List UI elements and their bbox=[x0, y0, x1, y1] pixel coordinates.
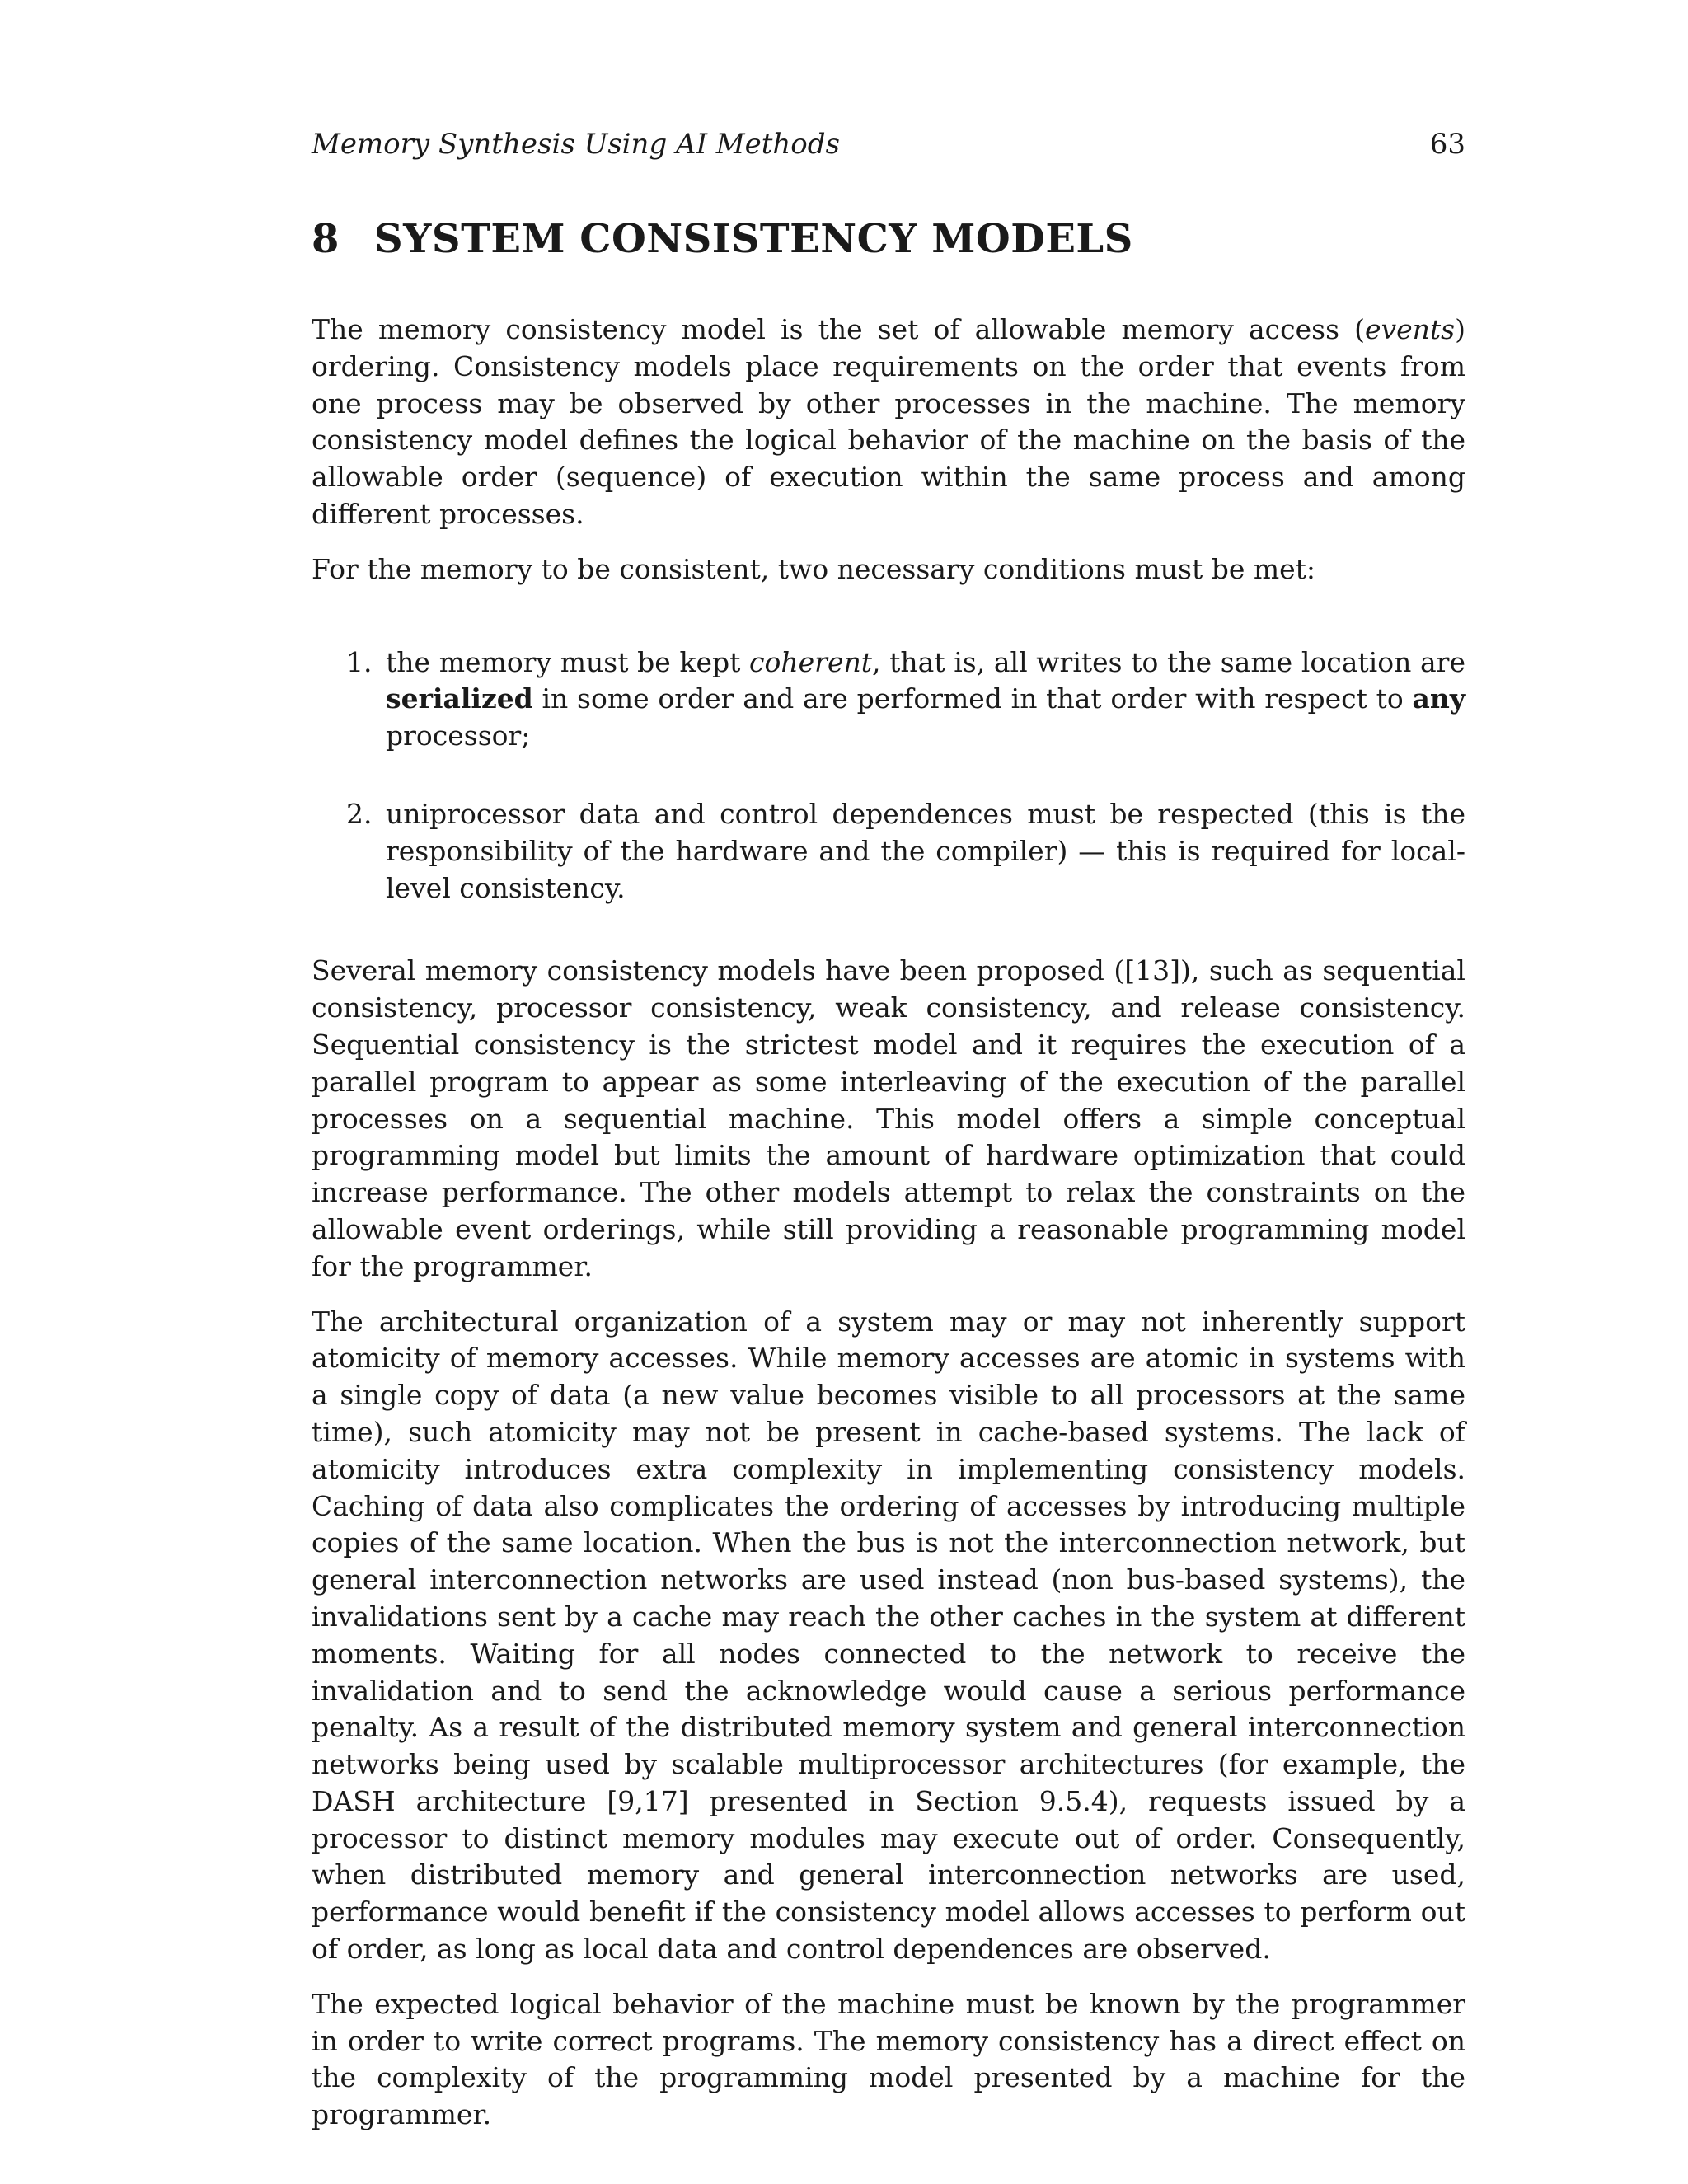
list-item bbox=[312, 796, 1465, 907]
section-number: 8 bbox=[312, 216, 340, 262]
paragraph-2: For the memory to be consistent, two necessary conditions must be met: bbox=[312, 552, 1316, 585]
list-item-1-text-b: , that is, all writes to the same location are bbox=[871, 645, 1465, 678]
list-marker: 2. bbox=[346, 797, 373, 830]
page-content bbox=[312, 125, 1465, 2134]
paragraph-1 bbox=[312, 312, 1465, 533]
conditions-list bbox=[312, 644, 1465, 907]
section-heading bbox=[312, 213, 1465, 265]
list-marker: 1. bbox=[346, 645, 373, 678]
running-title: Memory Synthesis Using AI Methods bbox=[312, 128, 840, 161]
paragraph-1-text-a: The memory consistency model is the set of allowable memory access ( bbox=[312, 313, 1365, 345]
list-item-1-text-c: in some order and are performed in that order with respect to bbox=[532, 682, 1413, 715]
page-number: 63 bbox=[1429, 128, 1465, 161]
paragraph-1-text-b: ) ordering. Consistency models place requirements on the order that events from one process may be observed by other processes in the machine. The memory consistency model defines the logical behavior of the machine on the basis of the allowable order (sequence) of execution within the same process and among different processes. bbox=[312, 313, 1465, 530]
list-item-1-text-d: processor; bbox=[386, 719, 531, 752]
list-item-1-text-a: the memory must be kept bbox=[386, 645, 750, 678]
paragraph-4: The architectural organization of a system may or may not inherently support atomicity of memory accesses. While memory accesses are atomic in systems with a single copy of data (a new value becomes visible to all processors at the same time), such atomicity may not be present in cache-based systems. The lack of atomicity introduces extra complexity in implementing consistency models. Caching of data also complicates the ordering of accesses by introducing multiple copies of the same location. When the bus is not the interconnection network, but general interconnection networks are used instead (non bus-based systems), the invalidations sent by a cache may reach the other caches in the system at different moments. Waiting for all nodes connected to the network to receive the invalidation and to send the acknowledge would cause a serious performance penalty. As a result of the distributed memory system and general interconnection networks being used by scalable multiprocessor architectures (for example, the DASH architecture [9,17] presented in Section 9.5.4), requests issued by a processor to distinct memory modules may execute out of order. Consequently, when distributed memory and general interconnection networks are used, performance would benefit if the consistency model allows accesses to perform out of order, as long as local data and control dependences are observed. bbox=[312, 1305, 1465, 1966]
body-text bbox=[312, 312, 1465, 2134]
list-item bbox=[312, 644, 1465, 755]
list-item-2-text: uniprocessor data and control dependences must be respected (this is the responsibility of the hardware and the compiler) — this is required for local-level consistency. bbox=[386, 797, 1465, 904]
paragraph-3: Several memory consistency models have been proposed ([13]), such as sequential consistency, processor consistency, weak consistency, and release consistency. Sequential consistency is the strictest model and it requires the execution of a parallel program to appear as some interleaving of the execution of the parallel processes on a sequential machine. This model offers a simple conceptual programming model but limits the amount of hardware optimization that could increase performance. The other models attempt to relax the constraints on the allowable event orderings, while still providing a reasonable programming model for the programmer. bbox=[312, 954, 1465, 1282]
paragraph-5: The expected logical behavior of the machine must be known by the programmer in order to write correct programs. The memory consistency has a direct effect on the complexity of the programming model presented by a machine for the programmer. bbox=[312, 1987, 1465, 2131]
section-title: SYSTEM CONSISTENCY MODELS bbox=[374, 216, 1133, 262]
list-item-1-bold-any: any bbox=[1412, 682, 1465, 715]
paragraph-1-emphasis: events bbox=[1364, 313, 1456, 345]
running-header bbox=[312, 125, 1465, 163]
list-item-1-emphasis: coherent bbox=[749, 645, 872, 678]
list-item-1-bold-serialized: serialized bbox=[386, 682, 533, 715]
